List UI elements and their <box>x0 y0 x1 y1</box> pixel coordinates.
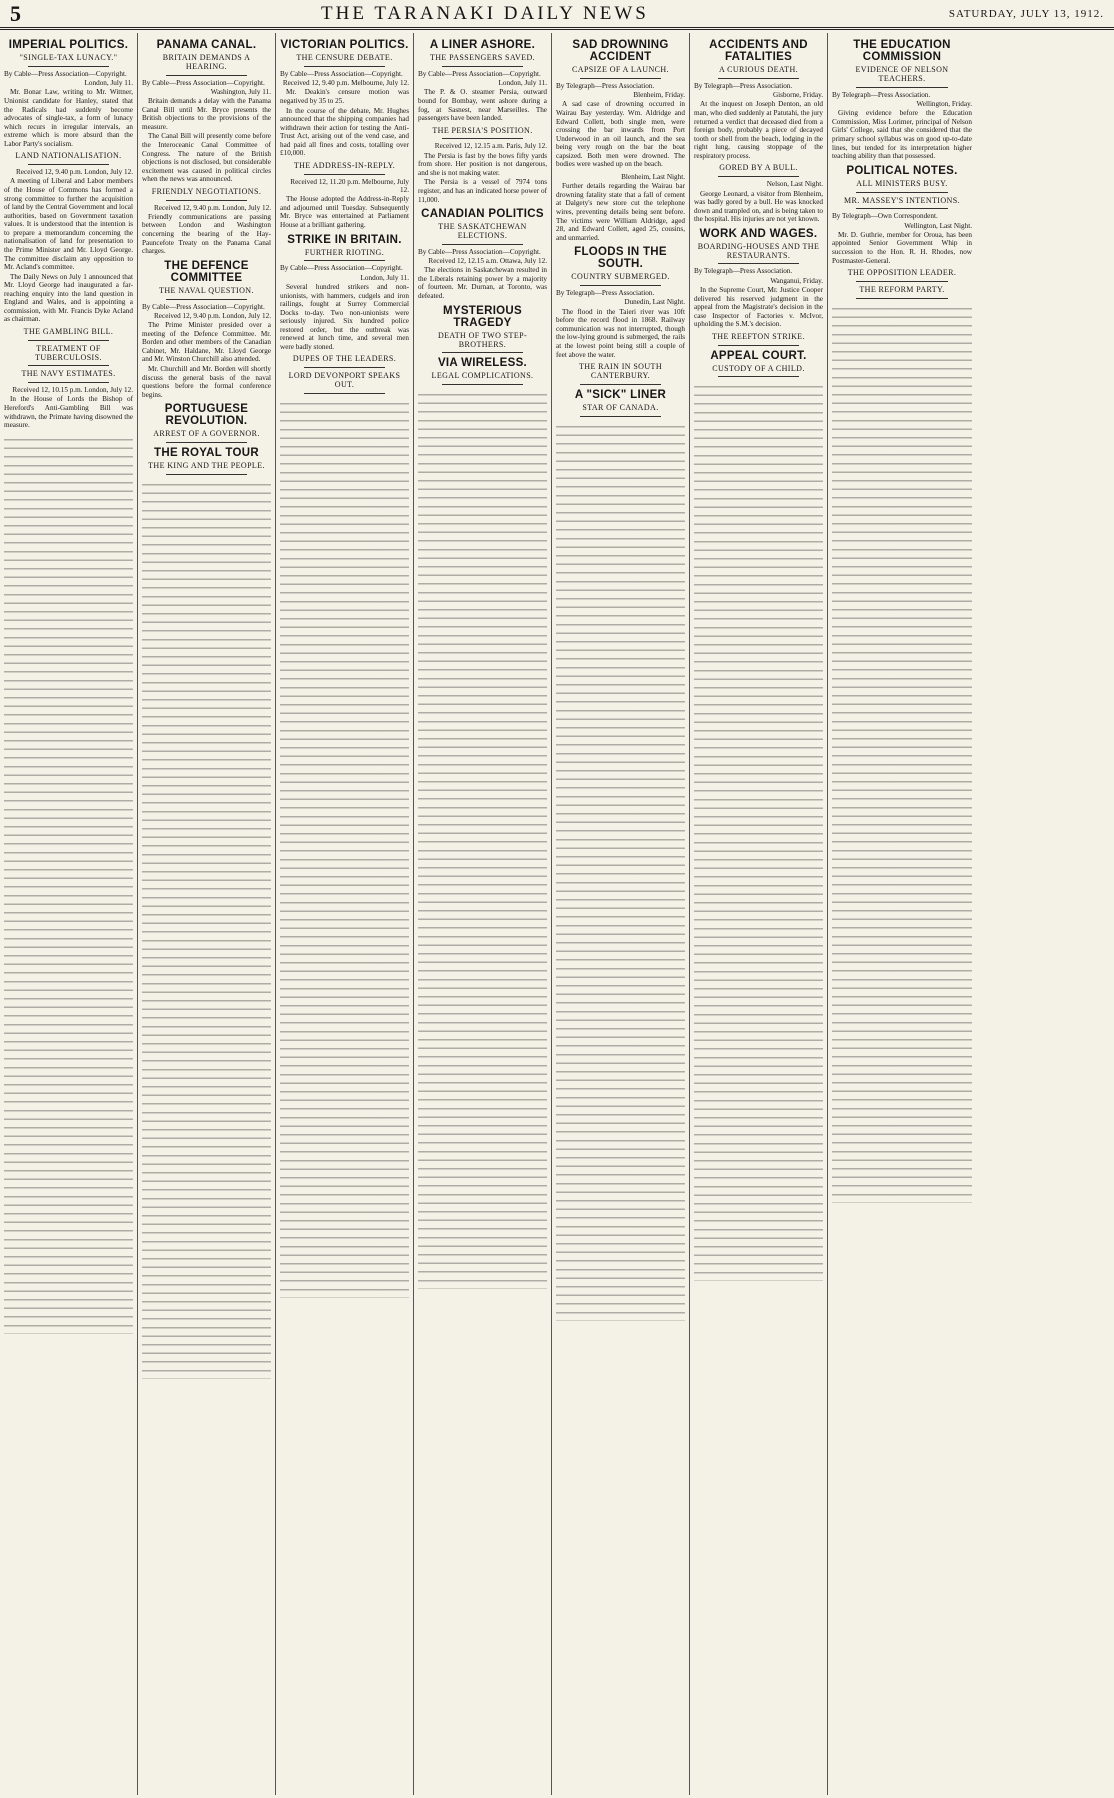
divider-rule <box>28 340 109 341</box>
article <box>694 350 823 378</box>
article-subheading: FURTHER RIOTING. <box>304 247 385 257</box>
article <box>142 39 271 184</box>
article-dateline: Wanganui, Friday. <box>770 276 823 285</box>
article-headline: POLITICAL NOTES. <box>846 164 958 177</box>
article-subheading: THE PERSIA'S POSITION. <box>432 125 533 135</box>
article-dateline: Received 12, 11.20 p.m. Melbourne, July 12. <box>290 177 409 194</box>
article-byline: By Cable—Press Association—Copyright. <box>142 302 265 311</box>
article-dateline: Blenheim, Friday. <box>633 91 685 100</box>
article-subheading: THE CENSURE DEBATE. <box>296 53 393 63</box>
article-dateline: Washington, July 11. <box>210 87 271 96</box>
article-paragraph: The Canal Bill will presently come before the Interoceanic Canal Committee of Congress. The nature of the British objections is not disclosed, but considerable excitement was caused in political circles when the news was announced. <box>142 132 271 184</box>
article-byline: By Cable—Press Association—Copyright. <box>418 69 541 78</box>
article <box>142 447 271 475</box>
article-subheading: COUNTRY SUBMERGED. <box>571 272 670 282</box>
article-paragraph: The Persia is fast by the bows fifty yards from shore. Her position is not dangerous, and she is not making water. <box>418 151 547 177</box>
divider-rule <box>442 138 523 139</box>
newspaper-title: THE TARANAKI DAILY NEWS <box>321 2 649 24</box>
article <box>694 228 823 329</box>
article <box>418 208 547 300</box>
article-dateline: Gisborne, Friday. <box>772 91 823 100</box>
divider-rule <box>718 78 799 79</box>
article-subheading: THE RAIN IN SOUTH CANTERBURY. <box>578 362 662 380</box>
article-paragraph: George Leonard, a visitor from Blenheim, was badly gored by a bull. He was knocked down and trampled on, and is being taken to the hospital. His injuries are not yet known. <box>694 189 823 224</box>
article <box>832 39 972 161</box>
article <box>418 357 547 385</box>
article-dateline: London, July 11. <box>84 79 133 88</box>
article-dateline: Received 12, 12.15 a.m. Ottawa, July 12. <box>428 257 547 266</box>
article-paragraph: Mr. Deakin's censure motion was negatived by 35 to 25. <box>280 88 409 105</box>
masthead <box>0 0 1114 30</box>
article-dateline: Received 12, 10.15 p.m. London, July 12. <box>12 386 133 395</box>
article-subheading: EVIDENCE OF NELSON TEACHERS. <box>855 65 949 83</box>
article <box>556 39 685 169</box>
article-paragraph: Friendly communications are passing between London and Washington concerning the bearing of the Hay-Pauncefote Treaty on the Panama Canal charges. <box>142 212 271 256</box>
article-byline: By Cable—Press Association—Copyright. <box>4 69 127 78</box>
article <box>694 39 823 160</box>
divider-rule <box>442 66 523 67</box>
article-headline: FLOODS IN THE SOUTH. <box>574 246 667 271</box>
body-text-continuation <box>556 421 685 1321</box>
article <box>694 164 823 223</box>
article-dateline: Blenheim, Last Night. <box>621 172 685 181</box>
article-subheading: BRITAIN DEMANDS A HEARING. <box>162 53 251 71</box>
article-dateline: Wellington, Last Night. <box>904 221 972 230</box>
article-byline: By Cable—Press Association—Copyright. <box>142 78 265 87</box>
column-3 <box>276 33 414 1795</box>
article <box>4 328 133 341</box>
divider-rule <box>442 384 523 385</box>
column-1 <box>0 33 138 1795</box>
article-byline: By Telegraph—Press Association. <box>694 81 793 90</box>
article <box>142 403 271 443</box>
article-paragraph: In the Supreme Court, Mr. Justice Cooper delivered his reserved judgment in the appeal from the Magistrate's decision in the case Inspector of Factories v. McIvor, upholding the S.M.'s decision. <box>694 285 823 329</box>
article-paragraph: The flood in the Taieri river was 10ft before the record flood in 1868. Railway communication was not interrupted, though the low-lying ground is submerged, the rails at the lowest point being still a couple of feet above the water. <box>556 307 685 359</box>
divider-rule <box>580 384 661 385</box>
article-headline: ACCIDENTS AND FATALITIES <box>709 39 808 64</box>
article-headline: CANADIAN POLITICS <box>421 208 544 221</box>
article-subheading: THE REEFTON STRIKE. <box>711 331 805 341</box>
article-headline: A "SICK" LINER <box>574 388 667 401</box>
divider-rule <box>304 393 385 394</box>
article-byline: By Cable—Press Association—Copyright. <box>280 264 403 273</box>
divider-rule <box>718 376 799 377</box>
article-dateline: Received 12, 9.40 p.m. London, July 12. <box>154 203 271 212</box>
article <box>4 370 133 429</box>
article-headline: IMPERIAL POLITICS. <box>8 39 129 51</box>
article-subheading: MR. MASSEY'S INTENTIONS. <box>844 195 960 205</box>
article-byline: By Telegraph—Press Association. <box>556 289 655 298</box>
divider-rule <box>856 281 948 282</box>
article-byline: By Telegraph—Press Association. <box>832 90 931 99</box>
article-subheading: DUPES OF THE LEADERS. <box>292 354 397 364</box>
article-paragraph: Mr. D. Guthrie, member for Oroua, has been appointed Senior Government Whip in succession to the Hon. R. H. Rhodes, now Postmaster-General. <box>832 230 972 265</box>
divider-rule <box>442 244 523 245</box>
article <box>418 305 547 354</box>
divider-rule <box>28 66 109 67</box>
article <box>418 39 547 123</box>
divider-rule <box>442 352 523 353</box>
article-paragraph: A meeting of Liberal and Labor members of the House of Commons has formed a strong committee to further the acquisition of land by the Central Government and local authorities, based on Government taxation values. It is understood that the intention is to prepare a memorandum concerning the nationalisation of land for presentation to the Prime Minister and Mr. Lloyd George. The committee disclaim any opposition to Mr. Acland's committee. <box>4 177 133 272</box>
article <box>832 286 972 299</box>
article-subheading: TREATMENT OF TUBERCULOSIS. <box>35 343 102 362</box>
article-headline: THE ROYAL TOUR <box>154 447 259 460</box>
divider-rule <box>580 416 661 417</box>
article <box>556 363 685 385</box>
article <box>832 165 972 193</box>
body-text-continuation <box>832 303 972 1203</box>
divider-rule <box>28 365 109 366</box>
article <box>556 246 685 359</box>
page-number: 5 <box>10 0 21 26</box>
article <box>832 269 972 282</box>
divider-rule <box>28 164 109 165</box>
article-subheading: LAND NATIONALISATION. <box>15 151 122 161</box>
divider-rule <box>166 299 247 300</box>
divider-rule <box>304 260 385 261</box>
article-byline: By Cable—Press Association—Copyright. <box>418 247 541 256</box>
article-headline: A LINER ASHORE. <box>429 39 536 51</box>
divider-rule <box>856 298 948 299</box>
divider-rule <box>580 78 661 79</box>
article-byline: By Telegraph—Own Correspondent. <box>832 212 938 221</box>
column-container <box>0 33 1114 1795</box>
article-subheading: LEGAL COMPLICATIONS. <box>431 371 534 381</box>
article <box>832 197 972 266</box>
article-paragraph: Mr. Bonar Law, writing to Mr. Wittner, Unionist candidate for Hanley, stated that the Radicals had suddenly become advocates of single-tax, a form of lunacy which recurs in irregular intervals, an extreme which is more absurd than the Labor Party's socialism. <box>4 88 133 148</box>
article-subheading: STAR OF CANADA. <box>582 402 659 412</box>
article-dateline: Nelson, Last Night. <box>766 180 823 189</box>
body-text-continuation <box>4 434 133 1334</box>
column-7 <box>828 33 976 1795</box>
article <box>556 173 685 242</box>
article-subheading: GORED BY A BULL. <box>719 163 798 173</box>
divider-rule <box>166 474 247 475</box>
issue-date: SATURDAY, JULY 13, 1912. <box>948 7 1104 20</box>
article-dateline: Received 12, 12.15 a.m. Paris, July 12. <box>434 142 547 151</box>
article-subheading: THE GAMBLING BILL. <box>23 327 114 336</box>
divider-rule <box>166 75 247 76</box>
article-subheading: CAPSIZE OF A LAUNCH. <box>572 65 669 75</box>
article-paragraph: The elections in Saskatchewan resulted in the Liberals retaining power by a majority of fourteen. Mr. Durnan, at Toronto, was defeated. <box>418 266 547 301</box>
article <box>280 372 409 394</box>
article-headline: APPEAL COURT. <box>710 349 807 362</box>
article-paragraph: The Prime Minister presided over a meeting of the Defence Committee. Mr. Borden and other members of the Canadian Cabinet, Mr. Haldane, Mr. Lloyd George and Mr. Winston Churchill also attended. <box>142 321 271 364</box>
article-paragraph: Giving evidence before the Education Commission, Miss Lorimer, principal of Nelson Girls' College, said that she considered that the primary school syllabus was on good up-to-date lines, but tended for its interpretation higher teaching ability than that possessed. <box>832 109 972 161</box>
article-dateline: London, July 11. <box>498 79 547 88</box>
article-paragraph: The Persia is a vessel of 7974 tons register, and has an indicated horse power of 11,000. <box>418 178 547 204</box>
article-byline: By Cable—Press Association—Copyright. <box>280 69 403 78</box>
article <box>280 234 409 352</box>
divider-rule <box>718 263 799 264</box>
article-dateline: Wellington, Friday. <box>916 100 972 108</box>
article-headline: THE DEFENCE COMMITTEE <box>164 259 249 284</box>
divider-rule <box>28 382 109 383</box>
article-headline: SAD DROWNING ACCIDENT <box>572 39 669 64</box>
article <box>4 39 133 148</box>
article <box>142 188 271 256</box>
article <box>694 333 823 346</box>
article-headline: PANAMA CANAL. <box>156 39 257 51</box>
divider-rule <box>166 442 247 443</box>
divider-rule <box>856 192 948 193</box>
column-2 <box>138 33 276 1795</box>
article-paragraph: The House adopted the Address-in-Reply and adjourned until Tuesday. Subsequently Mr. Bryce was entertained at Parliament House at a brilliant gathering. <box>280 195 409 229</box>
article-subheading: THE SASKATCHEWAN ELECTIONS. <box>438 222 527 240</box>
divider-rule <box>304 174 385 175</box>
article-dateline: Dunedin, Last Night. <box>624 298 685 307</box>
article-subheading: DEATH OF TWO STEP-BROTHERS. <box>437 330 528 349</box>
divider-rule <box>718 345 799 346</box>
article-subheading: THE NAVY ESTIMATES. <box>21 369 116 379</box>
article-byline: By Telegraph—Press Association. <box>556 81 655 90</box>
article-paragraph: Several hundred strikers and non-unionists, with hammers, cudgels and iron railings, fought at Surrey Commercial Docks to-day. Two non-unionists were seriously injured. Six hundred police restored order, but the outbreak was renewed at lunch time, and several men were badly stoned. <box>280 282 409 351</box>
article <box>4 345 133 367</box>
article-dateline: Received 12, 9.40 p.m. London, July 12. <box>154 311 271 320</box>
article-subheading: THE PASSENGERS SAVED. <box>429 53 536 63</box>
article-paragraph: A sad case of drowning occurred in Wairau Bay yesterday. Wm. Aldridge and Edward Collett, both single men, were crossing the bar inwards from Port Underwood in an oil launch, and the sea being very rough on the bar the boat capsized. Both men were drowned. The bodies were washed up on the beach. <box>556 100 685 169</box>
article <box>142 260 271 400</box>
article-byline: By Telegraph—Press Association. <box>694 267 793 276</box>
divider-rule <box>856 208 948 209</box>
article <box>280 162 409 230</box>
body-text-continuation <box>142 479 271 1379</box>
article-subheading: "SINGLE-TAX LUNACY." <box>19 53 118 63</box>
article-subheading: ARREST OF A GOVERNOR. <box>153 429 260 439</box>
article-subheading: THE REFORM PARTY. <box>859 284 945 294</box>
body-text-continuation <box>694 381 823 1281</box>
article-paragraph: The P. & O. steamer Persia, outward bound for Bombay, went ashore during a fog, at Sasnest, near Marseilles. The passengers have been landed. <box>418 88 547 123</box>
article-subheading: A CURIOUS DEATH. <box>718 65 799 75</box>
article-subheading: BOARDING-HOUSES AND THE RESTAURANTS. <box>697 241 820 260</box>
article-subheading: CUSTODY OF A CHILD. <box>712 363 805 373</box>
body-text-continuation <box>418 389 547 1289</box>
article-headline: MYSTERIOUS TRAGEDY <box>442 304 523 329</box>
article-dateline: Received 12, 9.40 p.m. Melbourne, July 12. <box>282 79 409 88</box>
article-paragraph: Further details regarding the Wairau bar drowning fatality state that a fall of cement at Dalgety's new store cut the telephone wires, preventing details being sent before. The victims were William Aldridge, aged 28, and Edward Collett, aged 25, cousins, and unmarried. <box>556 182 685 242</box>
article-headline: STRIKE IN BRITAIN. <box>287 233 402 246</box>
article <box>4 152 133 324</box>
article <box>280 355 409 368</box>
article-headline: VIA WIRELESS. <box>437 357 528 370</box>
article <box>280 39 409 158</box>
divider-rule <box>856 87 948 88</box>
divider-rule <box>166 200 247 201</box>
article-subheading: THE OPPOSITION LEADER. <box>847 268 957 278</box>
column-5 <box>552 33 690 1795</box>
article-paragraph: The Daily News on July 1 announced that Mr. Lloyd George had inaugurated a far-reaching enquiry into the land question in England and Wales, and is appointing a commission, with Mr. Francis Dyke Acland as chairman. <box>4 272 133 324</box>
article-headline: THE EDUCATION COMMISSION <box>853 39 951 64</box>
article-subheading: FRIENDLY NEGOTIATIONS. <box>151 186 262 196</box>
divider-rule <box>580 285 661 286</box>
article-headline: WORK AND WAGES. <box>699 227 818 240</box>
article-subheading: THE ADDRESS-IN-REPLY. <box>293 160 396 170</box>
article-paragraph: At the inquest on Joseph Denton, an old man, who died suddenly at Patutahi, the jury returned a verdict that deceased died from a foreign body, probably a piece of decayed tooth or shell from the beach, lodging in the right lung, causing stoppage of the respiratory process. <box>694 100 823 160</box>
article-headline: PORTUGUESE REVOLUTION. <box>164 403 249 428</box>
article-paragraph: Britain demands a delay with the Panama Canal Bill until Mr. Bryce presents the British objections to the provisions of the measure. <box>142 97 271 131</box>
article <box>556 389 685 417</box>
divider-rule <box>304 367 385 368</box>
article-subheading: LORD DEVONPORT SPEAKS OUT. <box>288 371 401 390</box>
article-paragraph: In the House of Lords the Bishop of Hereford's Anti-Gambling Bill was withdrawn, the Primate having disowned the measure. <box>4 395 133 430</box>
article-paragraph: Mr. Churchill and Mr. Borden will shortly discuss the general basis of the naval questions before the formal conference begins. <box>142 365 271 399</box>
article-subheading: THE NAVAL QUESTION. <box>159 285 254 295</box>
article <box>418 127 547 204</box>
article-paragraph: In the course of the debate, Mr. Hughes announced that the shipping companies had withdrawn their action for testing the Anti-Trust Act, arising out of the vend case, and had paid all fines and costs, totalling over £10,000. <box>280 106 409 158</box>
column-6 <box>690 33 828 1795</box>
article-subheading: THE KING AND THE PEOPLE. <box>148 461 265 471</box>
column-4 <box>414 33 552 1795</box>
body-text-continuation <box>280 398 409 1298</box>
article-headline: VICTORIAN POLITICS. <box>280 39 409 51</box>
divider-rule <box>304 66 385 67</box>
article-dateline: Received 12, 9.40 p.m. London, July 12. <box>16 168 133 177</box>
article-subheading: ALL MINISTERS BUSY. <box>856 178 948 188</box>
article-dateline: London, July 11. <box>360 273 409 282</box>
divider-rule <box>718 176 799 177</box>
